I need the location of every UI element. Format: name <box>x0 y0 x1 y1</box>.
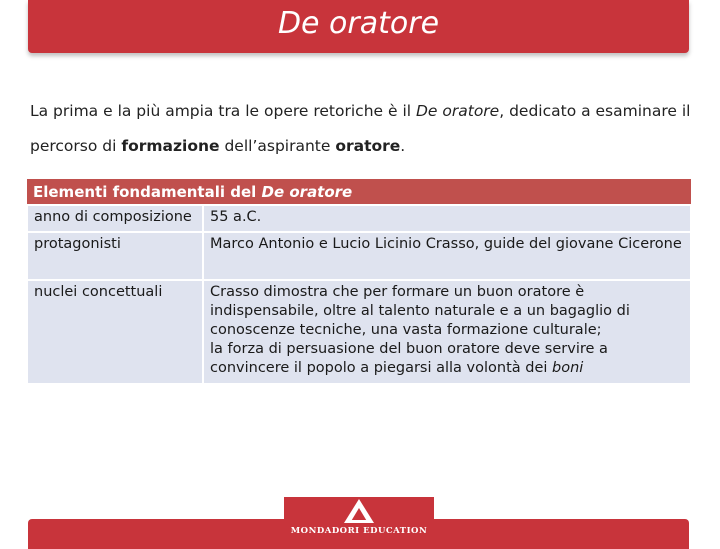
intro-text-1: La prima e la più ampia tra le opere retoriche è il <box>30 102 416 120</box>
row-value <box>203 280 691 384</box>
logo-text: MONDADORI EDUCATION <box>290 526 428 536</box>
mondadori-logo-icon <box>284 497 434 525</box>
table-header-work-title: De oratore <box>261 182 353 201</box>
row-value-line-1: Crasso dimostra che per formare un buon oratore è indispensabile, oltre al talento naturale e a un bagaglio di conoscenze tecniche, una vasta formazione culturale; <box>210 284 630 338</box>
table-header <box>27 179 691 205</box>
intro-text-2: , dedicato a esaminare il percorso di <box>30 102 691 155</box>
publisher-logo <box>284 497 434 540</box>
table-header-text: Elementi fondamentali del <box>33 182 262 201</box>
intro-text-3: dell’aspirante <box>219 137 336 155</box>
intro-text-4: . <box>400 137 406 155</box>
intro-paragraph <box>30 94 700 164</box>
intro-term-oratore: oratore <box>335 137 401 155</box>
row-value: Marco Antonio e Lucio Licinio Crasso, guide del giovane Cicerone <box>203 232 691 280</box>
info-table <box>26 179 692 385</box>
row-value-line-2: la forza di persuasione del buon oratore deve servire a convincere il popolo a piegarsi alla volontà dei <box>210 341 608 376</box>
intro-term-formazione: formazione <box>121 137 220 155</box>
row-value-boni: boni <box>552 360 584 376</box>
table-row <box>27 280 691 384</box>
table-row <box>27 232 691 280</box>
table-header-row <box>27 179 691 205</box>
title-bar <box>28 0 689 53</box>
page-title: De oratore <box>277 6 440 41</box>
row-key: protagonisti <box>27 232 203 280</box>
row-key: anno di composizione <box>27 205 203 232</box>
table-row <box>27 205 691 232</box>
row-key: nuclei concettuali <box>27 280 203 384</box>
intro-work-title: De oratore <box>415 102 500 120</box>
row-value: 55 a.C. <box>203 205 691 232</box>
